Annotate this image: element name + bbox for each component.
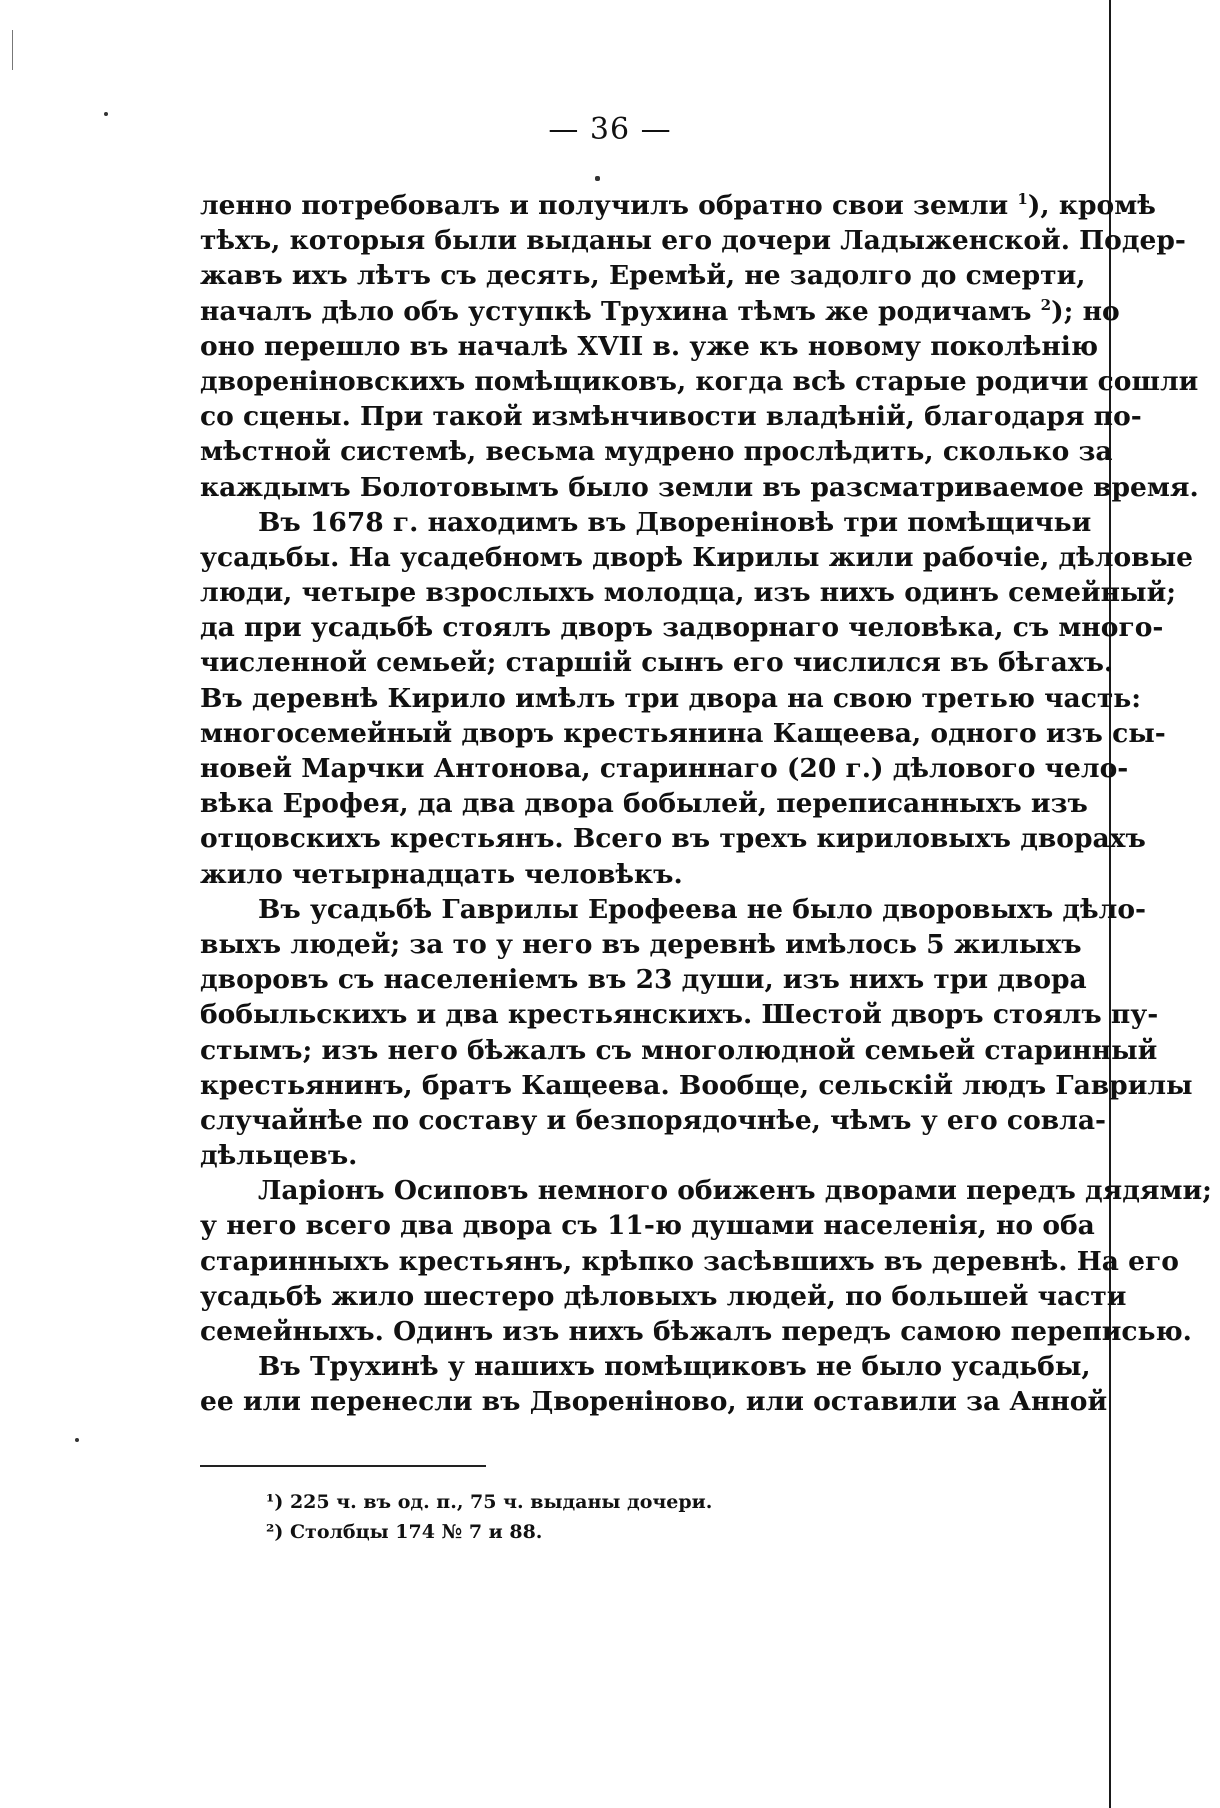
line-text: со сцены. При такой измѣнчивости владѣній, благодаря по-	[200, 401, 1142, 433]
footnote-item	[266, 1517, 1026, 1547]
line-text: крестьянинъ, братъ Кащеева. Вообще, сельскій людъ Гаврилы	[200, 1069, 1193, 1101]
line-text: бобыльскихъ и два крестьянскихъ. Шестой дворъ стоялъ пу-	[200, 999, 1159, 1031]
text-line	[200, 681, 1142, 716]
text-line	[200, 1349, 1091, 1384]
text-line	[200, 821, 1146, 856]
line-text: ленно потребовалъ и получилъ обратно свои земли	[200, 190, 1018, 221]
text-line	[200, 927, 1082, 962]
line-text: Въ усадьбѣ Гаврилы Ерофеева не было дворовыхъ дѣло-	[258, 893, 1147, 925]
text-line	[200, 1208, 1095, 1243]
line-text: двореніновскихъ помѣщиковъ, когда всѣ старые родичи сошли	[200, 365, 1199, 397]
line-text: старинныхъ крестьянъ, крѣпко засѣвшихъ въ деревнѣ. На его	[200, 1245, 1179, 1277]
line-text: вѣка Ерофея, да два двора бобылей, переписанныхъ изъ	[200, 788, 1088, 820]
footnote-reference: 1	[1017, 190, 1028, 208]
line-text: семейныхъ. Одинъ изъ нихъ бѣжалъ передъ самою переписью.	[200, 1316, 1192, 1347]
text-line	[200, 1138, 1060, 1173]
scan-speck	[595, 176, 600, 181]
line-text: Въ Трухинѣ у нашихъ помѣщиковъ не было усадьбы,	[258, 1351, 1091, 1383]
text-line	[200, 857, 1060, 892]
line-text: мѣстной системѣ, весьма мудрено прослѣдить, сколько за	[200, 436, 1113, 468]
text-line	[200, 434, 1113, 469]
footnote-text: 225 ч. въ од. п., 75 ч. выданы дочери.	[289, 1491, 713, 1513]
text-line	[200, 188, 1156, 223]
text-line	[200, 1033, 1158, 1068]
text-line	[200, 294, 1120, 329]
text-line	[200, 399, 1142, 434]
line-text: новей Марчки Антонова, стариннаго (20 г.) дѣлового чело-	[200, 753, 1129, 784]
text-line	[200, 1314, 1192, 1349]
footnotes	[266, 1487, 1026, 1547]
line-text: численной семьей; старшій сынъ его числился въ бѣгахъ.	[200, 647, 1114, 679]
line-text: случайнѣе по составу и безпорядочнѣе, чѣмъ у его совла-	[200, 1104, 1107, 1136]
text-line	[200, 1173, 1212, 1208]
line-text: дворовъ съ населеніемъ въ 23 души, изъ нихъ три двора	[200, 964, 1087, 996]
line-text: ее или перенесли въ Двореніново, или оставили за Анной	[200, 1386, 1108, 1418]
line-text: Ларіонъ Осиповъ немного обиженъ дворами передъ дядями;	[258, 1175, 1212, 1207]
line-text: усадьбы. На усадебномъ дворѣ Кирилы жили рабочіе, дѣловые	[200, 541, 1194, 573]
scan-speck	[75, 1438, 79, 1442]
line-text: отцовскихъ крестьянъ. Всего въ трехъ кириловыхъ дворахъ	[200, 823, 1146, 855]
line-text: тѣхъ, которыя были выданы его дочери Ладыженской. Подер-	[200, 225, 1186, 257]
text-line	[200, 505, 1092, 540]
text-line	[200, 751, 1129, 786]
text-line	[200, 892, 1147, 927]
line-text: люди, четыре взрослыхъ молодца, изъ нихъ одинъ семейный;	[200, 577, 1177, 609]
line-text: усадьбѣ жило шестеро дѣловыхъ людей, по большей части	[200, 1280, 1127, 1312]
line-text: жило четырнадцать человѣкъ.	[200, 858, 683, 890]
line-text: началъ дѣло объ уступкѣ Трухина тѣмъ же родичамъ	[200, 295, 1041, 327]
line-text: каждымъ Болотовымъ было земли въ разсматриваемое время.	[200, 471, 1199, 503]
line-text-continued: ); но	[1051, 295, 1120, 327]
body-text	[200, 188, 1212, 1420]
line-text: дѣльцевъ.	[200, 1140, 358, 1172]
line-text: многосемейный дворъ крестьянина Кащеева, одного изъ сы-	[200, 717, 1166, 749]
text-line	[200, 997, 1159, 1032]
text-line	[200, 1068, 1193, 1103]
line-text: Въ деревнѣ Кирило имѣлъ три двора на свою третью часть:	[200, 682, 1142, 714]
footnote-reference: 2	[1040, 295, 1052, 314]
text-line	[200, 258, 1086, 293]
line-text: оно перешло въ началѣ XVII в. уже къ новому поколѣнію	[200, 330, 1099, 362]
text-line	[200, 223, 1186, 258]
page-number: — 36 —	[548, 112, 672, 147]
text-line	[200, 1279, 1127, 1314]
text-line	[200, 540, 1194, 575]
text-line	[200, 364, 1199, 399]
line-text: Въ 1678 г. находимъ въ Двореніновѣ три помѣщичьи	[258, 506, 1092, 538]
footnote-item	[266, 1487, 1026, 1517]
scan-mark	[12, 30, 13, 70]
text-line	[200, 962, 1087, 997]
text-line	[200, 470, 1199, 505]
footnote-marker: ¹)	[266, 1491, 284, 1513]
text-line	[200, 1384, 1108, 1419]
text-line	[200, 786, 1088, 821]
line-text-continued: ), кромѣ	[1027, 190, 1156, 221]
footnote-divider	[200, 1465, 486, 1467]
footnote-marker: ²)	[266, 1521, 284, 1543]
line-text: выхъ людей; за то у него въ деревнѣ имѣлось 5 жилыхъ	[200, 928, 1082, 960]
line-text: у него всего два двора съ 11-ю душами населенія, но оба	[200, 1210, 1095, 1242]
footnote-text: Столбцы 174 № 7 и 88.	[289, 1521, 543, 1543]
text-line	[200, 645, 1114, 680]
line-text: да при усадьбѣ стоялъ дворъ задворнаго человѣка, съ много-	[200, 612, 1164, 644]
text-line	[200, 716, 1166, 751]
text-line	[200, 575, 1177, 610]
text-line	[200, 1244, 1179, 1279]
text-line	[200, 610, 1164, 645]
text-line	[200, 329, 1099, 364]
line-text: жавъ ихъ лѣтъ съ десять, Еремѣй, не задолго до смерти,	[200, 260, 1086, 292]
text-line	[200, 1103, 1107, 1138]
line-text: стымъ; изъ него бѣжалъ съ многолюдной семьей старинный	[200, 1034, 1158, 1066]
